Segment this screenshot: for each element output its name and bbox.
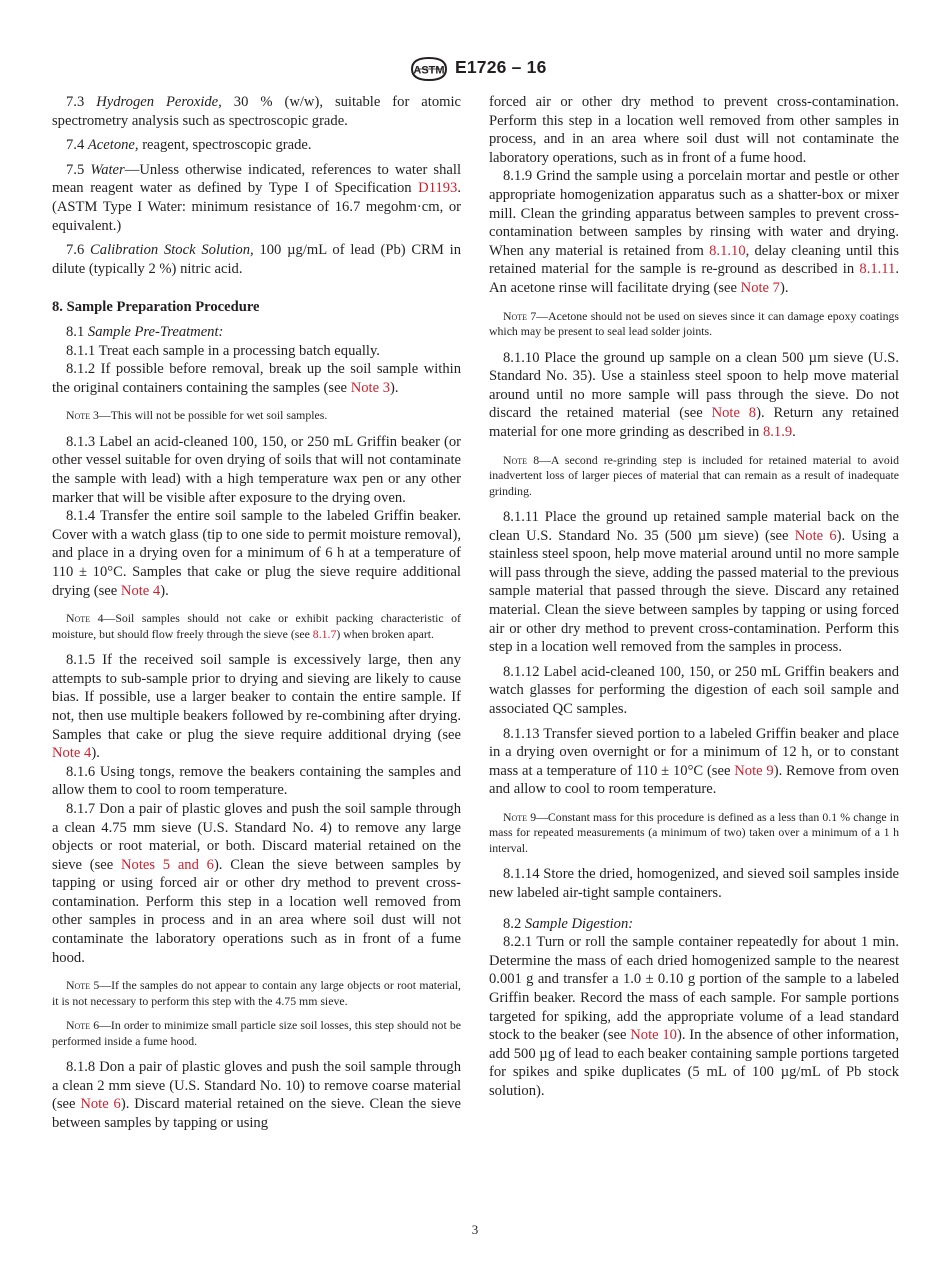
note-8: Note 8—A second re-grinding step is included for retained material to avoid inadvertent loss of larger pieces of material that can remain as a result of inadequate grinding. [489,452,899,498]
link-note-4[interactable]: Note 4 [52,745,92,762]
section-8-1-8: 8.1.8 Don a pair of plastic gloves and push the soil sample through a clean 2 mm sieve (U.S. Standard No. 10) to remove coarse material (see Note 6). Discard material retained on the sieve. Clean the sieve between samples by tapping or using [52,1059,461,1132]
section-8-1: 8.1 Sample Pre-Treatment: [66,323,224,340]
section-7-6: 7.6 Calibration Stock Solution, 100 µg/mL of lead (Pb) CRM in dilute (typically 2 %) nitric acid. [52,242,461,277]
note-3: Note 3—This will not be possible for wet soil samples. [66,408,328,423]
section-8-1-11: 8.1.11 Place the ground up retained sample material back on the clean U.S. Standard No. 35 (500 µm sieve) (see Note 6). Using a stainless steel spoon, help move material around until no more sample will pass through the sieve, adding the passed material to the previous sample material that passed through the sieve. Discard any retained material. Clean the sieve between samples by tapping or using forced air or other dry method to prevent cross-contamination. Perform this step in a location well removed from the samples in process. [489,509,899,656]
page-number: 3 [471,1222,479,1237]
section-8-1-14: 8.1.14 Store the dried, homogenized, and sieved soil samples inside new labeled air-tight sample containers. [489,866,899,901]
section-8-1-9: 8.1.9 Grind the sample using a porcelain mortar and pestle or other appropriate homogenization apparatus such as a shatter-box or mixer mill. Clean the grinding apparatus between samples to prevent cross-contamination between samples by rinsing with water and drying. When any material is retained from 8.1.10, delay cleaning until this retained material for the sample is re-ground as described in 8.1.11. An acetone rinse will facilitate drying (see Note 7). [489,168,899,296]
note-4: Note 4—Soil samples should not cake or exhibit packing characteristic of moisture, but should flow freely through the sieve (see 8.1.7) when broken apart. [52,611,461,641]
section-8-1-8-continued: forced air or other dry method to prevent cross-contamination. Perform this step in a location well removed from other samples in process, and in an area where soil dust will not contaminate the laboratory operations, such as in front of a fume hood. [489,94,899,166]
section-7-3: 7.3 Hydrogen Peroxide, 30 % (w/w), suitable for atomic spectrometry analysis such as spectroscopic grade. [52,94,462,129]
section-8-2: 8.2 Sample Digestion: [503,915,634,932]
link-note-3[interactable]: Note 3 [350,379,391,396]
section-8-1-10: 8.1.10 Place the ground up sample on a clean 500 µm sieve (U.S. Standard No. 35). Use a stainless steel spoon to help move material around until no more sample will pass through the sieve. Do not discard the retained material (see Note 8). Return any retained material for one more grinding as described in 8.1.9. [489,349,899,440]
section-8-1-6: 8.1.6 Using tongs, remove the beakers containing the samples and allow them to cool to room temperature. [52,763,461,799]
note-9: Note 9—Constant mass for this procedure is defined as a less than 0.1 % change in mass for repeated measurements (a minimum of two) taken over a minimum of a 1 h interval. [489,809,899,855]
note-5: Note 5—If the samples do not appear to contain any large objects or root material, it is not necessary to perform this step with the 4.75 mm sieve. [52,978,461,1008]
document-designation: E1726 – 16 [455,57,547,77]
note-6: Note 6—In order to minimize small particle size soil losses, this step should not be performed inside a fume hood. [52,1018,461,1048]
link-8-1-9[interactable]: 8.1.9 [762,423,793,440]
link-note-6[interactable]: Note 6 [794,527,837,544]
section-7-4: 7.4 Acetone, reagent, spectroscopic grade. [66,137,312,154]
section-8-1-1: 8.1.1 Treat each sample in a processing batch equally. [66,342,380,359]
section-8-1-12: 8.1.12 Label acid-cleaned 100, 150, or 250 mL Griffin beakers and watch glasses for performing the digestion of each soil sample and associated QC samples. [489,663,899,717]
link-8-1-10[interactable]: 8.1.10 [709,242,746,259]
left-column [52,93,461,1133]
link-note-7[interactable]: Note 7 [740,279,780,296]
link-note-4[interactable]: Note 4 [120,582,161,599]
section-8-1-7: 8.1.7 Don a pair of plastic gloves and push the soil sample through a clean 4.75 mm sieve (U.S. Standard No. 4) to remove any large objects or root material, or both. Discard material retained on the sieve (see Notes 5 and 6). Clean the sieve between samples by tapping or using forced air or other dry method to prevent cross-contamination. Perform this step in a location well removed from other samples in process and in an area where soil dust will not contaminate the laboratory operations such as in front of a fume hood. [52,800,462,966]
link-note-10[interactable]: Note 10 [630,1027,677,1044]
page-header [0,56,950,86]
section-7-5: 7.5 Water—Unless otherwise indicated, references to water shall mean reagent water as defined by Type I of Specification D1193. (ASTM Type I Water: minimum resistance of 16.7 megohm·cm, or equivalent.) [52,161,461,234]
link-note-6[interactable]: Note 6 [80,1096,121,1113]
astm-logo-icon [409,56,449,82]
link-notes-5-and-6[interactable]: Notes 5 and 6 [120,856,214,873]
link-note-9[interactable]: Note 9 [734,762,774,779]
astm-logo-text: ASTM [413,64,445,77]
link-d1193[interactable]: D1193 [418,180,458,197]
note-7: Note 7—Acetone should not be used on sieves since it can damage epoxy coatings which may be present to seal lead solder joints. [489,308,899,339]
section-8-1-4: 8.1.4 Transfer the entire soil sample to the labeled Griffin beaker. Cover with a watch glass (tip to one side to permit moisture removal), and place in a drying oven for a minimum of 6 h at a temperature of 110 ± 10°C. Samples that cake or plug the sieve require additional drying (see Note 4). [52,508,461,599]
section-8-1-3: 8.1.3 Label an acid-cleaned 100, 150, or 250 mL Griffin beaker (or other vessel suitable for oven drying of soils that will not contaminate the sample with lead) with a high temperature wax pen or any other marker that will be visible after exposure to the drying oven. [52,433,461,506]
section-8-heading: 8. Sample Preparation Procedure [52,299,260,316]
section-8-1-2: 8.1.2 If possible before removal, break up the soil sample within the original containers containing the samples (see Note 3). [52,361,461,396]
link-8-1-11[interactable]: 8.1.11 [859,261,896,278]
link-8-1-7[interactable]: 8.1.7 [312,626,337,641]
right-column [489,93,899,1101]
section-8-1-13: 8.1.13 Transfer sieved portion to a labeled Griffin beaker and place in a drying oven overnight or for a minimum of 12 h, or to constant mass at a temperature of 110 ± 10°C (see Note 9). Remove from oven and allow to cool to room temperature. [489,725,899,798]
link-note-8[interactable]: Note 8 [711,405,757,422]
section-8-2-1: 8.2.1 Turn or roll the sample container repeatedly for about 1 min. Determine the mass of each dried homogenized sample to the nearest 0.001 g and transfer a 1.0 ± 0.10 g portion of the sample to a labeled Griffin beaker. Record the mass of each sample. For sample portions targeted for spiking, add the appropriate volume of a lead standard stock to the beaker (see Note 10). In the absence of other information, add 500 µg of lead to each beaker containing sample portions targeted for spikes and spike duplicates (5 mL of 100 µg/mL of Pb stock solution). [489,934,899,1099]
section-8-1-5: 8.1.5 If the received soil sample is excessively large, then any attempts to sub-sample prior to drying and sieving are likely to cause bias. If possible, use a larger beaker to contain the entire sample. If not, then use multiple beakers followed by re-combining after drying. Samples that cake or plug the sieve require additional drying (see Note 4). [52,652,461,762]
